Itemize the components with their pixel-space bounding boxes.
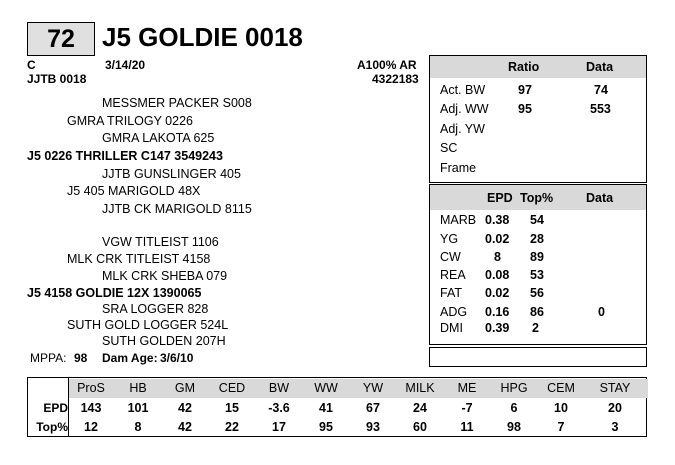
dam-age-value: 3/6/10 [160,351,194,365]
pedigree-dam-sire-sire: VGW TITLEIST 1106 [102,235,219,249]
pedigree-dam-dam: SUTH GOLD LOGGER 524L [67,318,229,332]
table-cell: 42 [178,420,192,434]
column-header: ME [457,381,477,395]
epd-row-label: FAT [440,286,462,300]
top-percent-column-header: Top% [520,191,554,205]
epd-row-top: 56 [530,286,544,300]
table-cell: 95 [319,420,333,434]
table-cell: 101 [127,401,149,415]
column-header: CED [218,381,246,395]
table-row [68,418,648,437]
column-header: WW [314,381,338,395]
pedigree-dam-dam-sire: SRA LOGGER 828 [102,302,209,316]
mppa-value: 98 [74,351,88,365]
ratio-data-column-header: Data [586,60,614,74]
table-cell: 98 [507,420,521,434]
table-cell: 20 [608,401,622,415]
ratio-row-label: Adj. YW [440,122,485,136]
mppa-label: MPPA: [30,351,67,365]
ratio-row-data: 553 [590,102,611,116]
type-code: C [27,58,36,72]
table-cell: -3.6 [268,401,290,415]
epd-row-value: 0.02 [485,286,510,300]
column-header: BW [268,381,290,395]
epd-row-label: MARB [440,213,477,227]
epd-row-top: 86 [530,305,544,319]
pedigree-sire-dam-sire: JJTB GUNSLINGER 405 [102,167,241,181]
epd-row-data: 0 [598,305,605,319]
column-header: YW [362,381,384,395]
epd-row-value: 0.02 [485,232,510,246]
table-cell: -7 [461,401,473,415]
registration-number: 4322183 [372,72,419,86]
top-percent-row-label: Top% [36,420,68,434]
table-cell: 93 [366,420,380,434]
epd-row-label: ADG [440,305,468,319]
epd-row-value: 8 [494,250,501,264]
table-cell: 11 [460,420,474,434]
epd-row-label: YG [440,232,459,246]
epd-row-top: 89 [530,250,544,264]
ratio-row-label: Frame [440,161,477,175]
ratio-row-label: SC [440,141,458,155]
epd-data-column-header: Data [586,191,614,205]
ratio-row-ratio: 95 [518,102,532,116]
table-cell: 42 [178,401,192,415]
ratio-row-ratio: 97 [518,83,532,97]
column-header: GM [174,381,196,395]
table-cell: 15 [225,401,239,415]
table-cell: 7 [557,420,565,434]
table-cell: 24 [413,401,427,415]
epd-row-label: CW [440,250,461,264]
epd-row-value: 0.39 [485,321,510,335]
table-cell: 67 [366,401,380,415]
pedigree-sire-sire-dam: GMRA LAKOTA 625 [102,131,215,145]
table-cell: 10 [554,401,568,415]
epd-row-top: 28 [530,232,544,246]
epd-panel [429,184,647,345]
table-cell: 41 [319,401,333,415]
table-divider [68,378,69,436]
pedigree-sire: J5 0226 THRILLER C147 3549243 [27,149,223,163]
column-header: HPG [500,381,528,395]
pedigree-dam-sire-dam: MLK CRK SHEBA 079 [102,269,228,283]
epd-summary-table [27,377,647,437]
epd-row-top: 53 [530,268,544,282]
epd-row-value: 0.38 [485,213,510,227]
epd-row-value: 0.08 [485,268,510,282]
table-cell: 60 [413,420,427,434]
epd-row-label: REA [440,268,466,282]
table-cell: 3 [611,420,619,434]
table-header-row [68,379,648,398]
blank-panel [429,347,647,367]
pedigree-sire-dam-dam: JJTB CK MARIGOLD 8115 [102,202,252,216]
column-header: ProS [77,381,105,395]
ratio-row-label: Adj. WW [440,102,489,116]
pedigree-dam: J5 4158 GOLDIE 12X 1390065 [27,286,202,300]
pedigree-sire-dam: J5 405 MARIGOLD 48X [67,184,201,198]
pedigree-dam-sire: MLK CRK TITLEIST 4158 [67,252,211,266]
table-cell: 12 [84,420,98,434]
pedigree-sire-sire-sire: MESSMER PACKER S008 [102,96,252,110]
ratio-column-header: Ratio [508,60,540,74]
table-cell: 8 [134,420,142,434]
table-cell: 143 [80,401,102,415]
column-header: MILK [405,381,435,395]
table-cell: 22 [225,420,239,434]
pedigree-dam-dam-dam: SUTH GOLDEN 207H [102,334,226,348]
table-cell: 6 [510,401,518,415]
lot-number: 72 [27,22,95,56]
table-row [68,399,648,418]
table-cell: 17 [272,420,286,434]
ratio-row-data: 74 [594,83,608,97]
ratio-row-label: Act. BW [440,83,486,97]
column-header: HB [129,381,147,395]
epd-column-header: EPD [487,191,513,205]
ar-status: A100% AR [357,58,417,72]
epd-row-label: DMI [440,321,463,335]
dam-age-label: Dam Age: [102,351,158,365]
birth-date: 3/14/20 [105,58,146,72]
ratio-panel [429,55,647,183]
epd-row-top: 2 [532,321,539,335]
epd-row-value: 0.16 [485,305,510,319]
pedigree-sire-sire: GMRA TRILOGY 0226 [67,114,193,128]
animal-name: J5 GOLDIE 0018 [102,22,303,52]
epd-row-top: 54 [530,213,544,227]
column-header: STAY [599,381,631,395]
tattoo: JJTB 0018 [27,72,87,86]
column-header: CEM [547,381,575,395]
epd-row-label: EPD [43,401,68,415]
